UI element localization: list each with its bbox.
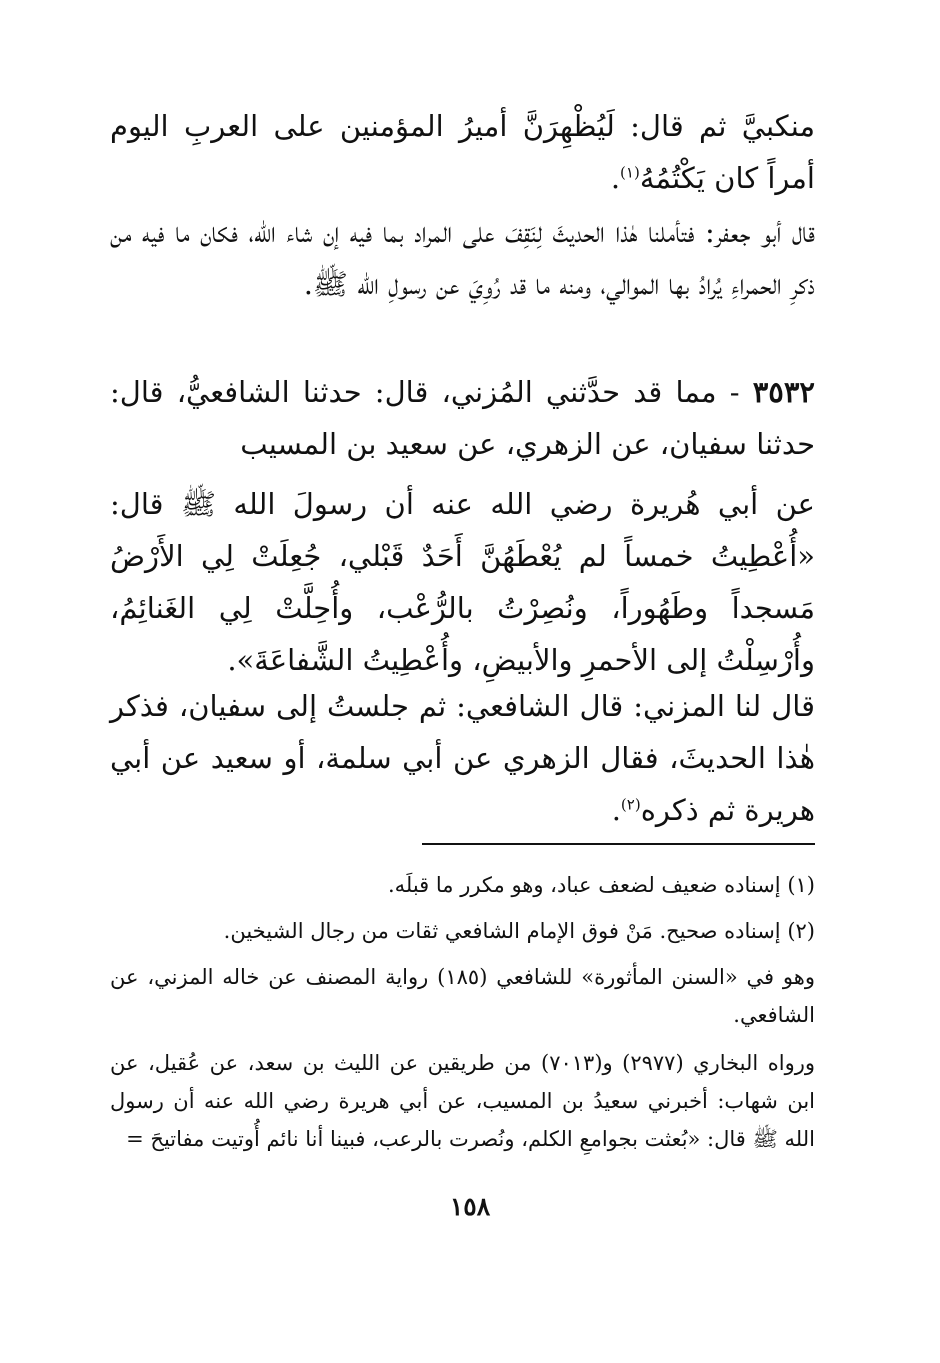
- paragraph-text: قال لنا المزني: قال الشافعي: ثم جلستُ إلى سفيان، فذكر هٰذا الحديثَ، فقال الزهري عن أبي سلمة، أو سعيد عن أبي هريرة ثم ذكره: [110, 689, 815, 827]
- paragraph-muzani: [110, 680, 815, 836]
- footnote-divider: [422, 843, 815, 845]
- paragraph-end: .: [611, 793, 621, 827]
- isnad-text: - مما قد حدَّثني المُزني، قال: حدثنا الشافعيُّ، قال: حدثنا سفيان، عن الزهري، عن سعيد بن المسيب: [110, 375, 815, 461]
- footnote-marker-2[interactable]: (٢): [620, 795, 641, 814]
- footnote-2-bukhari: ورواه البخاري (٢٩٧٧) و(٧٠١٣) من طريقين عن الليث بن سعد، عن عُقيل، عن ابن شهاب: أخبرني سعيدُ بن المسيب، عن أبي هريرة رضي الله عنه أن رسول الله ﷺ قال: «بُعثت بجوامعِ الكلم، ونُصرت بالرعب، فبينا أنا نائم أُوتيت مفاتيحَ =: [110, 1051, 816, 1151]
- hadith-chain: [110, 366, 815, 470]
- matn-text: عن أبي هُريرة رضي الله عنه أن رسولَ الله ﷺ قال: «أُعْطِيتُ خمساً لم يُعْطَهُنَّ أَحَدٌ قَبْلي، جُعِلَتْ لِي الأَرْضُ مَسجداً وطَهُوراً، ونُصِرْتُ بالرُّعْب، وأُحِلَّتْ لِي الغَنائِمُ، وأُرْسِلْتُ إلى الأحمرِ والأبيضِ، وأُعْطِيتُ الشَّفاعَةَ».: [110, 487, 815, 677]
- paragraph-continuation: [110, 100, 815, 204]
- footnote-2: (٢) إسناده صحيح. مَنْ فوق الإمام الشافعي ثقات من رجال الشيخين.: [223, 919, 815, 943]
- footnote-1: (١) إسناده ضعيف لضعف عباد، وهو مكرر ما قبلَه.: [387, 873, 815, 897]
- footnote-2-continued: وهو في «السنن المأثورة» للشافعي (١٨٥) رواية المصنف عن خاله المزني، عن الشافعي.: [110, 965, 815, 1027]
- page-number: ١٥٨: [449, 1192, 491, 1221]
- paragraph-end: .: [610, 161, 621, 195]
- hadith-matn: [110, 478, 815, 686]
- paragraph-text: قال أبو جعفر: فتأملنا هٰذا الحديثَ لِنَقِفَ على المراد بما فيه إن شاء الله، فكان ما فيه من ذكرِ الحمراءِ يُرادُ بها الموالي، ومنه ما قد رُوِيَ عن رسولِ الله ﷺ.: [110, 215, 815, 301]
- hadith-number: ٣٥٣٢: [752, 375, 815, 409]
- paragraph-text: منكبيَّ ثم قال: لَيُظْهِرَنَّ أميرُ المؤمنين على العربِ اليوم أمراً كان يَكْتُمُهُ: [110, 109, 815, 195]
- footnote-marker-1[interactable]: (١): [620, 163, 640, 182]
- paragraph-abu-jafar: [110, 206, 815, 310]
